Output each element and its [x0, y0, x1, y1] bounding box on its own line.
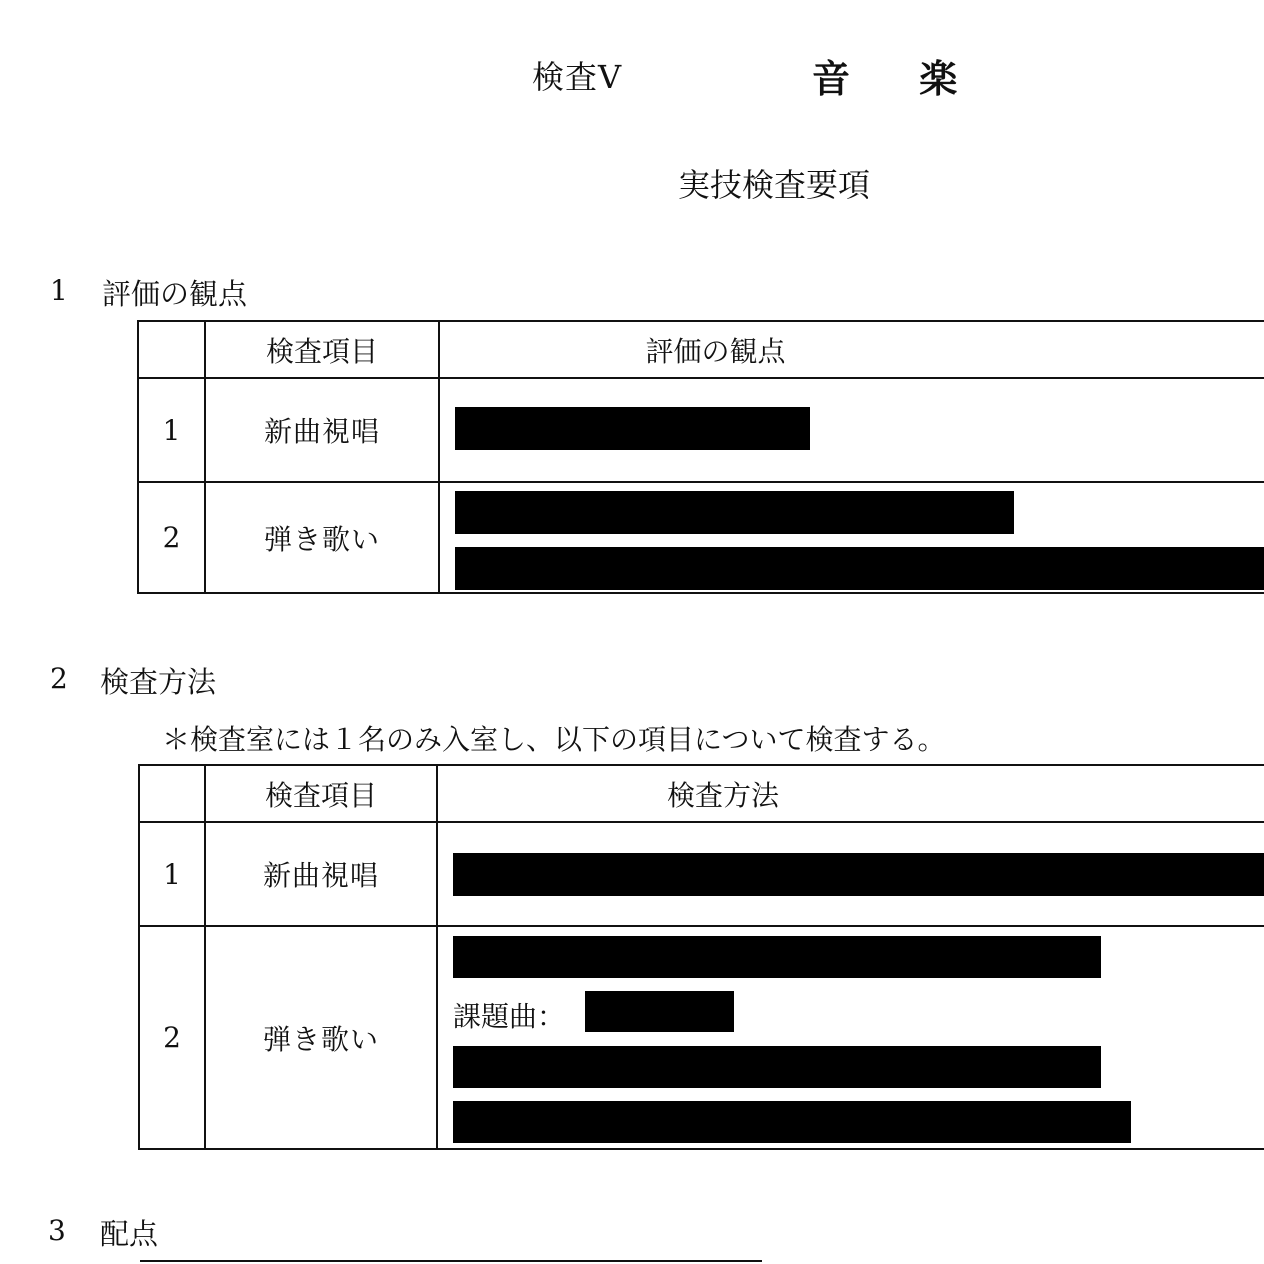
procedure-table — [138, 764, 1264, 1150]
row-number: 2 — [139, 926, 205, 1149]
header-blank — [139, 765, 205, 822]
table-row — [139, 822, 1264, 926]
table-row — [138, 378, 1264, 482]
section-2-number: 2 — [50, 662, 68, 695]
row-item: 弾き歌い — [205, 482, 439, 593]
header-item: 検査項目 — [205, 765, 437, 822]
section-3-number: 3 — [48, 1214, 66, 1247]
section-2-heading: 検査方法 — [100, 665, 217, 699]
row-item: 新曲視唱 — [205, 822, 437, 926]
subject-title: 音 楽 — [812, 56, 986, 101]
row-number: 1 — [138, 378, 205, 482]
table-header-row — [138, 321, 1264, 378]
section-1-heading: 評価の観点 — [102, 277, 248, 311]
header-item: 検査項目 — [205, 321, 439, 378]
header-criteria — [439, 321, 1264, 378]
section-1-number: 1 — [50, 274, 68, 307]
header-blank — [138, 321, 205, 378]
row-item: 弾き歌い — [205, 926, 437, 1149]
redaction-bar — [585, 991, 734, 1032]
table-row — [138, 482, 1264, 593]
redaction-bar — [455, 491, 1014, 534]
page-subtitle: 実技検査要項 — [678, 166, 871, 204]
row-criteria-redacted — [439, 482, 1264, 593]
redaction-bar — [453, 853, 1264, 896]
table-header-row — [139, 765, 1264, 822]
header-criteria-label: 評価の観点 — [645, 334, 786, 368]
redaction-bar — [453, 1046, 1101, 1088]
redaction-bar — [453, 936, 1101, 978]
exam-label: 検査Ⅴ — [532, 58, 623, 96]
redaction-bar — [455, 407, 810, 450]
redaction-bar — [453, 1101, 1131, 1143]
section-3-heading: 配点 — [100, 1217, 159, 1251]
table-row — [139, 926, 1264, 1149]
row-method-redacted — [437, 926, 1264, 1149]
row-number: 2 — [138, 482, 205, 593]
redaction-bar — [455, 547, 1264, 590]
header-method — [437, 765, 1264, 822]
row-criteria-redacted — [439, 378, 1264, 482]
row-item: 新曲視唱 — [205, 378, 439, 482]
header-method-label: 検査方法 — [666, 778, 779, 812]
set-piece-label: 課題曲： — [453, 1000, 566, 1033]
row-number: 1 — [139, 822, 205, 926]
score-table-top-border — [140, 1260, 762, 1262]
evaluation-table — [137, 320, 1264, 594]
procedure-note: ＊検査室には１名のみ入室し、以下の項目について検査する。 — [162, 723, 946, 756]
row-method-redacted — [437, 822, 1264, 926]
